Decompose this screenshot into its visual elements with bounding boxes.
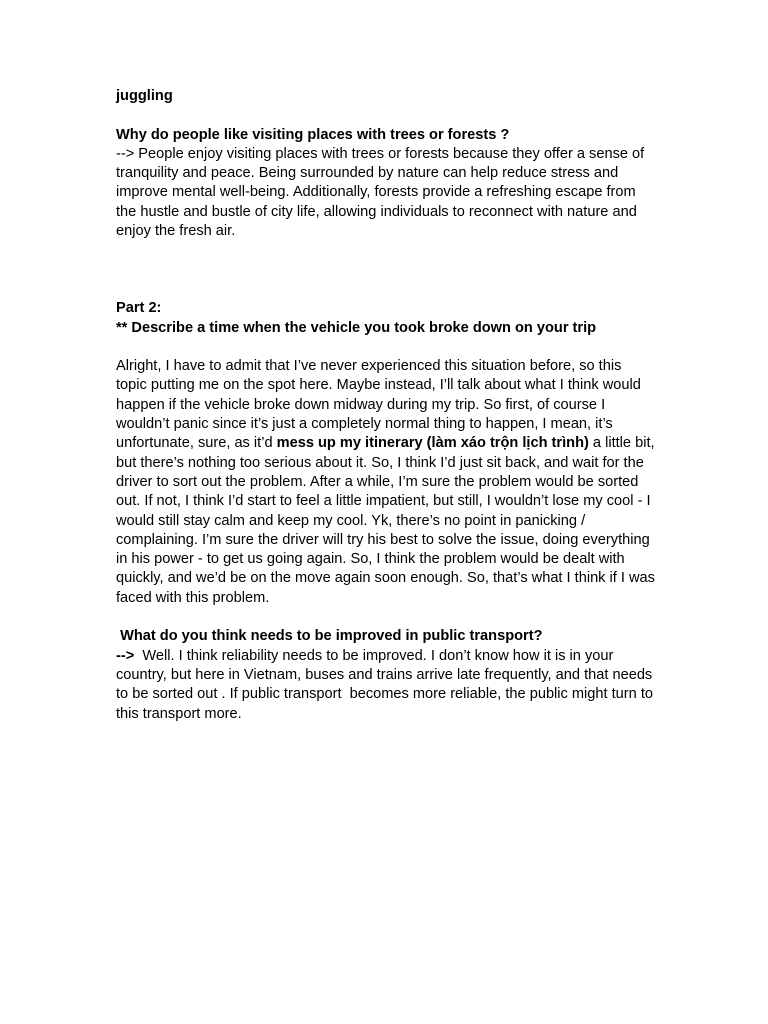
part2-topic: ** Describe a time when the vehicle you took broke down on your trip — [116, 319, 597, 336]
spacer — [116, 338, 656, 357]
spacer — [116, 241, 656, 299]
part2-answer-bold-phrase: mess up my itinerary (làm xáo trộn lịch trình) — [276, 435, 589, 452]
part2-answer-end: a little bit, but there’s nothing too serious about it. So, I think I’d just sit back, and wait for the driver to sort out the problem. After a while, I’m sure the problem would be sorted out. If not, I think I’d start to feel a little impatient, but still, I wouldn’t lose my cool - I would still stay calm and keep my cool. Yk, there’s no point in panicking / complaining. I’m sure the driver will try his best to solve the issue, doing everything in his power - to get us going again. So, I think the problem would be dealt with quickly, and we’d be on the move again soon enough. So, that’s what I think if I was faced with this problem. — [116, 435, 655, 606]
question-trees-forests: Why do people like visiting places with trees or forests ? — [116, 126, 510, 143]
spacer — [116, 608, 656, 627]
answer-arrow: --> — [116, 647, 135, 664]
answer-public-transport — [116, 647, 656, 724]
question-public-transport: What do you think needs to be improved in public transport? — [116, 628, 543, 645]
document-heading: juggling — [116, 88, 173, 104]
document-page — [116, 87, 656, 724]
answer-trees-forests: --> People enjoy visiting places with trees or forests because they offer a sense of tranquility and peace. Being surrounded by nature can help reduce stress and improve mental well-being. Additionally, forests provide a refreshing escape from the hustle and bustle of city life, allowing individuals to reconnect with nature and enjoy the fresh air. — [116, 145, 645, 240]
answer-public-transport-text: Well. I think reliability needs to be improved. I don’t know how it is in your country, but here in Vietnam, buses and trains arrive late frequently, and that needs to be sorted out . If public transport becomes more reliable, the public might turn to this transport more. — [116, 647, 658, 722]
part2-label: Part 2: — [116, 300, 162, 317]
part2-answer — [116, 357, 656, 608]
part2-answer-start: Alright, I have to admit that I’ve never experienced this situation before, so this topic putting me on the spot here. Maybe instead, I’ll talk about what I think would happen if the vehicle broke down midway during my trip. So first, of course I wouldn’t panic since it’s just a completely normal thing to happen, I mean, it’s unfortunate, sure, as it’d — [116, 358, 641, 452]
spacer — [116, 106, 656, 125]
